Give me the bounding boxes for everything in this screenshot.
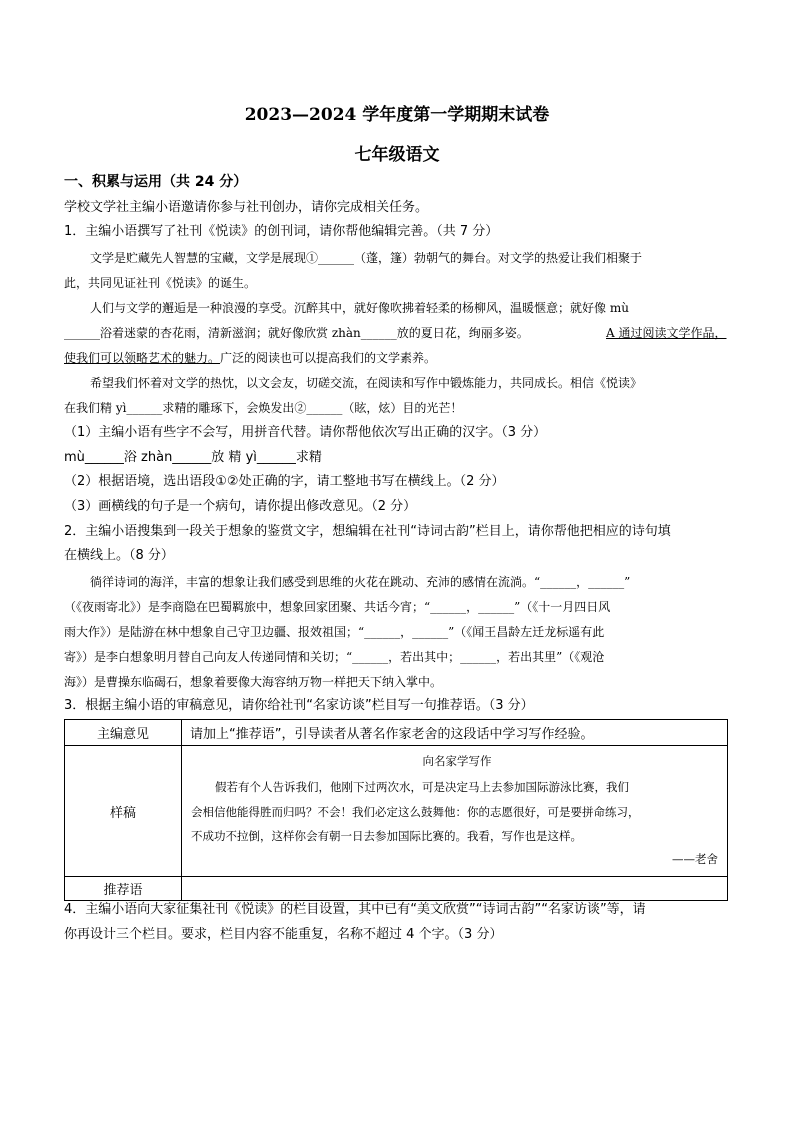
q3-stem: 3．根据主编小语的审稿意见，请你给社刊“名家访谈”栏目写一句推荐语。（3 分） (64, 698, 534, 713)
section-heading: 一、积累与运用（共 24 分） (64, 174, 248, 190)
q1-passage-line: 人们与文学的邂逅是一种浪漫的享受。沉醉其中，就好像吹拂着轻柔的杨柳风，温暖惬意；就好像 mù (90, 301, 629, 315)
q1-passage-line: 希望我们怀着对文学的热忱，以文会友，切磋交流，在阅读和写作中锻炼能力，共同成长。相信《悦读》 (90, 376, 643, 390)
table-row (65, 720, 728, 746)
section-intro: 学校文学社主编小语邀请你参与社刊创办，请你完成相关任务。 (64, 200, 429, 215)
q2-passage-line: 海》）是曹操东临碣石，想象着要像大海容纳万物一样把天下纳入掌中。 (64, 675, 443, 689)
q2-stem: 在横线上。（8 分） (64, 548, 174, 563)
q1-passage-line (64, 348, 436, 368)
recommendation-label: 推荐语 (65, 877, 182, 901)
q1-passage-line: 文学是贮藏先人智慧的宝藏，文学是展现①______（蓬，篷）勃朝气的舞台。对文学的热爱让我们相聚于 (90, 251, 643, 265)
q2-passage-line: 雨大作》）是陆游在林中想象自己守卫边疆、报效祖国；“______，______”（《闻王昌龄左迁龙标遥有此 (64, 625, 605, 639)
sample-line: 假若有个人告诉我们，他刚下过两次水，可是决定马上去参加国际游泳比赛，我们 (215, 780, 629, 794)
q1-passage-line: 在我们精 yì______求精的雕琢下，会焕发出②______（眩，炫）目的光芒！ (64, 401, 463, 415)
sample-label: 样稿 (65, 746, 182, 877)
q1-underlined-sentence: 使我们可以领略艺术的魅力。 (64, 351, 221, 365)
q2-passage-line: （《夜雨寄北》）是李商隐在巴蜀羁旅中，想象回家团聚、共话今宵；“______，______”（《十一月四日风 (64, 600, 611, 614)
recommendation-answer-cell[interactable] (182, 877, 728, 901)
table-row (65, 877, 728, 901)
q2-passage-line: 徜徉诗词的海洋，丰富的想象让我们感受到思维的火花在跳动、充沛的感情在流淌。“______，______” (90, 575, 631, 589)
table-row (65, 746, 728, 877)
exam-subtitle: 七年级语文 (354, 145, 440, 165)
sample-line: 不成功不拉倒，这样你会有朝一日去参加国际比赛的。我看，写作也是这样。 (191, 829, 582, 843)
recommendation-table (64, 719, 728, 901)
q2-passage-line: 寄》）是李白想象明月替自己向友人传递同情和关切；“______，若出其中；______，若出其里”（《观沧 (64, 650, 605, 664)
editor-opinion-label: 主编意见 (65, 720, 182, 746)
sample-cell (182, 746, 728, 877)
sample-line: 会相信他能得胜而归吗？不会！我们必定这么鼓舞他：你的志愿很好，可是要拼命练习， (191, 805, 640, 819)
editor-opinion-content: 请加上“推荐语”，引导读者从著名作家老舍的这段话中学习写作经验。 (182, 720, 728, 746)
q1-sub1-pinyin: mù______浴 zhàn______放 精 yì______求精 (64, 450, 322, 465)
q4-stem: 你再设计三个栏目。要求，栏目内容不能重复，名称不超过 4 个字。（3 分） (64, 927, 503, 942)
q1-stem: 1．主编小语撰写了社刊《悦读》的创刊词，请你帮他编辑完善。（共 7 分） (64, 224, 499, 239)
q1-underlined-sentence: A 通过阅读文学作品， (606, 326, 727, 340)
q2-stem: 2．主编小语搜集到一段关于想象的鉴赏文字，想编辑在社刊“诗词古韵”栏目上，请你帮他把相应的诗句填 (64, 524, 671, 539)
sample-title: 向名家学写作 (422, 754, 492, 768)
q1-sub1: （1）主编小语有些字不会写，用拼音代替。请你帮他依次写出正确的汉字。（3 分） (64, 425, 547, 440)
q1-sub3: （3）画横线的句子是一个病句，请你提出修改意见。（2 分） (64, 499, 417, 514)
q1-passage-line: ______浴着迷蒙的杏花雨，清新滋润；就好像欣赏 zhàn______放的夏日花，绚丽多姿。 (64, 326, 529, 340)
q1-sub2: （2）根据语境，选出语段①②处正确的字，请工整地书写在横线上。（2 分） (64, 474, 505, 489)
q4-stem: 4．主编小语向大家征集社刊《悦读》的栏目设置，其中已有“美文欣赏”“诗词古韵”“名家访谈”等，请 (64, 902, 646, 917)
exam-title: 2023—2024 学年度第一学期期末试卷 (244, 105, 550, 125)
q1-passage-text: 广泛的阅读也可以提高我们的文学素养。 (220, 351, 437, 365)
q1-passage-line: 此，共同见证社刊《悦读》的诞生。 (64, 276, 257, 290)
sample-author: ——老舍 (672, 852, 718, 866)
